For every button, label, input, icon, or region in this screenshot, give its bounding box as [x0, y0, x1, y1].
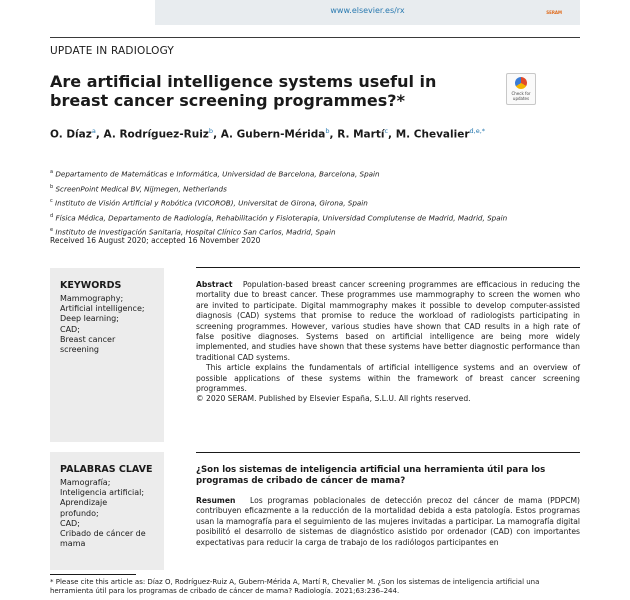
footnote-divider — [50, 574, 136, 575]
spanish-title: ¿Son los sistemas de inteligencia artificial una herramienta útil para los programas de cribado de cáncer de mama? — [196, 465, 546, 486]
keyword-item: Deep learning; — [60, 314, 119, 324]
author-affiliation-mark[interactable]: b — [208, 127, 214, 135]
palabras-clave-heading: PALABRAS CLAVE — [60, 464, 153, 475]
citation-footnote: * Please cite this article as: Díaz O, Rodríguez-Ruiz A, Gubern-Mérida A, Martí R, Chevalier M. ¿Son los sistemas de inteligencia artificial una herramienta útil para los programas de cribado de cáncer de mama? Radiología. 2021;63:236–244. — [50, 578, 540, 596]
keyword-item: Aprendizaje — [60, 498, 108, 508]
author-affiliation-mark[interactable]: d,e,* — [469, 127, 486, 135]
keyword-item: profundo; — [60, 508, 99, 518]
author-name[interactable]: A. Gubern-Mérida — [220, 128, 326, 141]
resumen-label: Resumen — [196, 496, 236, 505]
abstract-divider — [196, 267, 580, 268]
abstract-block — [196, 280, 580, 405]
keyword-item: Breast cancer — [60, 334, 116, 344]
resumen-block — [196, 496, 580, 572]
keyword-item: Cribado de cáncer de — [60, 529, 146, 539]
palabras-clave-box — [50, 452, 164, 570]
author-name[interactable]: A. Rodríguez-Ruiz — [103, 128, 209, 141]
header-divider — [50, 37, 580, 38]
keyword-item: CAD; — [60, 518, 80, 528]
author-affiliation-mark[interactable]: a — [91, 127, 96, 135]
author-affiliation-mark[interactable]: c — [384, 127, 389, 135]
abstract-paragraph: Abstract Population-based breast cancer screening programmes are efficacious in reducing the mortality due to breast cancer. These programmes use mammography to screen the women who are invited to participate. Digital mammography makes it possible to develop computer-assisted diagnosis (CAD) systems that promise to reduce the workload of radiologists participating in screening programmes. However, various studies have shown that CAD results in a high rate of false positive diagnoses. Systems based on artificial intelligence are being more widely implemented, and studies have shown that these systems have better diagnostic performance than traditional CAD systems. — [196, 280, 580, 362]
author-name[interactable]: M. Chevalier — [395, 128, 470, 141]
author-name[interactable]: O. Díaz — [50, 128, 92, 141]
author-name[interactable]: R. Martí — [337, 128, 385, 141]
affiliation-list — [50, 166, 507, 239]
keyword-item: Mamografía; — [60, 478, 111, 487]
keyword-item: Inteligencia artificial; — [60, 488, 145, 498]
abstract-paragraph: This article explains the fundamentals of artificial intelligence systems and an overview of possible applications of these systems within the framework of breast cancer screening programmes. — [196, 363, 580, 394]
author-affiliation-mark[interactable]: b — [325, 127, 330, 135]
keyword-item: Artificial intelligence; — [60, 304, 145, 314]
seram-logo: SERAM — [546, 10, 562, 15]
affiliation-item: $^a$ Departamento de Matemáticas e Informática, Universidad de Barcelona, Barcelona, Spain — [50, 169, 380, 179]
check-updates-icon — [515, 77, 527, 89]
keywords-heading: KEYWORDS — [60, 280, 122, 291]
keyword-item: screening — [60, 345, 99, 355]
affiliation-item: $^b$ ScreenPoint Medical BV, Nijmegen, Netherlands — [50, 183, 227, 193]
keyword-item: mama — [60, 539, 86, 549]
palabras-clave-list — [60, 478, 164, 549]
author-list: O. Díaz$^a$, A. Rodríguez-Ruiz$^b$, A. Gubern-Mérida$^b$, R. Martí$^c$, M. Chevalier$^{d,e,*}$ — [50, 127, 486, 141]
keywords-box — [50, 268, 164, 442]
affiliation-item: $^c$ Instituto de Visión Artificial y Robótica (VICOROB), Universitat de Girona, Girona, Spain — [50, 198, 368, 208]
affiliation-item: $^e$ Instituto de Investigación Sanitaria, Hospital Clínico San Carlos, Madrid, Spain — [50, 227, 336, 237]
received-dates: Received 16 August 2020; accepted 16 November 2020 — [50, 236, 261, 245]
journal-url-link[interactable]: www.elsevier.es/rx — [330, 6, 405, 15]
keyword-item: Mammography; — [60, 294, 124, 303]
section-label: UPDATE IN RADIOLOGY — [50, 45, 175, 57]
abstract-label: Abstract — [196, 280, 233, 289]
check-for-updates-badge[interactable] — [506, 73, 536, 105]
keyword-item: CAD; — [60, 324, 80, 334]
check-updates-label: Check for updates — [511, 91, 531, 101]
resumen-text: Los programas poblacionales de detección precoz del cáncer de mama (PDPCM) contribuyen eficazmente a la reducción de la mortalidad debida a esta patología. Estos programas usan la mamografía para el seguimiento de las mujeres invitadas a participar. La mamografía digital posibilitó el desarrollo de sistemas de diagnóstico asistido por ordenador (CAD) con importantes expectativas para reducir la carga de trabajo de los radiólogos participantes en — [196, 496, 580, 547]
journal-header-bar — [155, 0, 580, 25]
article-title: Are artificial intelligence systems useful in breast cancer screening programmes?* — [50, 72, 437, 110]
affiliation-item: $^d$ Física Médica, Departamento de Radiología, Rehabilitación y Fisioterapia, Universidad Complutense de Madrid, Madrid, Spain — [50, 212, 508, 223]
spanish-divider — [196, 452, 580, 453]
copyright-line: © 2020 SERAM. Published by Elsevier España, S.L.U. All rights reserved. — [196, 394, 471, 404]
keywords-list — [60, 294, 164, 355]
